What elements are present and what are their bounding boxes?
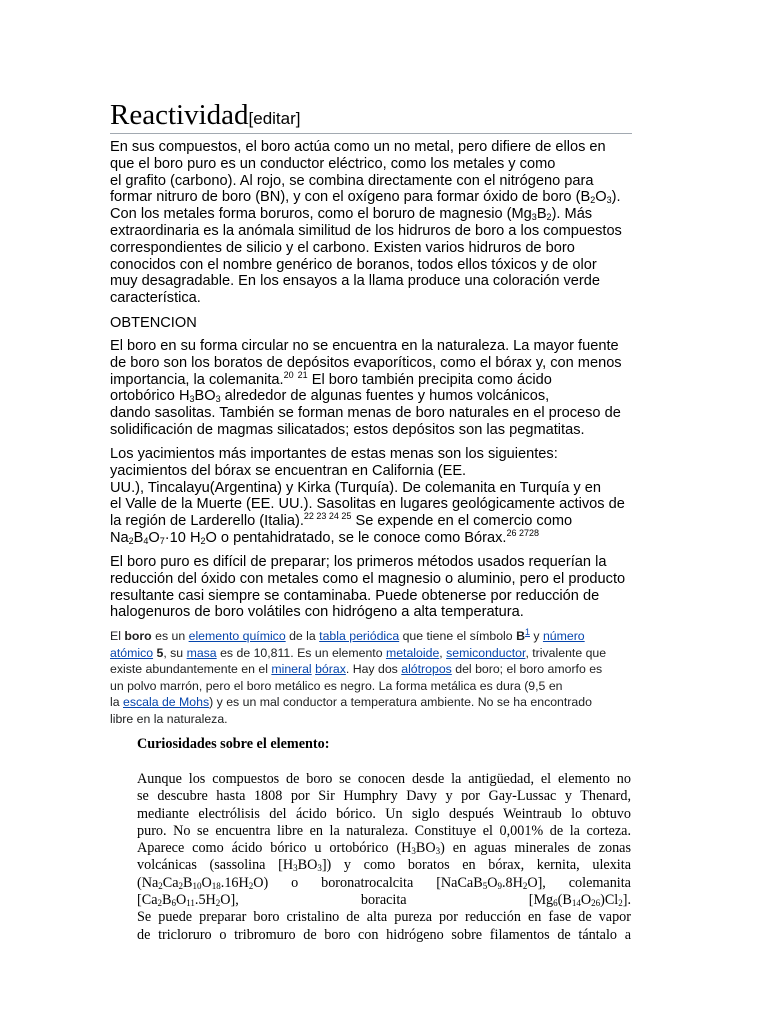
line: Aunque los compuestos de boro se conocen desde la antigüedad, el elemento no bbox=[137, 771, 631, 787]
link-escala-mohs[interactable]: escala de Mohs bbox=[123, 695, 210, 709]
line: extraordinaria es la anómala similitud de los hidruros de boro a los compuestos bbox=[110, 222, 622, 239]
line: se descubre hasta 1808 por Sir Humphry Davy y por Gay-Lussac y Thenard, bbox=[137, 788, 631, 805]
curiosidades-paragraph bbox=[137, 771, 631, 944]
yacimientos-paragraph bbox=[110, 446, 655, 547]
line: el grafito (carbono). Al rojo, se combina directamente con el nitrógeno para bbox=[110, 172, 594, 189]
line: puro. No se encuentra libre en la naturaleza. Constituye el 0,001% de la corteza. bbox=[137, 822, 631, 839]
link-mineral[interactable]: mineral bbox=[271, 662, 312, 676]
line: Aparece como ácido bórico u ortobórico $(H_3BO_3)$ en aguas minerales de zonas bbox=[137, 840, 631, 857]
line: En sus compuestos, el boro actúa como un no metal, pero difiere de ellos en bbox=[110, 139, 606, 155]
line: UU.), Tincalayu(Argentina) y Kirka (Turquía). De colemanita en Turquía y en bbox=[110, 479, 601, 496]
obtencion-heading: OBTENCION bbox=[110, 315, 197, 331]
link-tabla-periodica[interactable]: tabla periódica bbox=[319, 629, 400, 643]
line: característica. bbox=[110, 290, 201, 307]
link-borax[interactable]: bórax bbox=[315, 662, 346, 676]
obtencion-paragraph bbox=[110, 338, 655, 439]
curiosidades-title: Curiosidades sobre el elemento: bbox=[137, 736, 330, 752]
link-numero[interactable]: número bbox=[542, 629, 585, 643]
line: halogenuros de boro volátiles con hidrógeno a alta temperatura. bbox=[110, 604, 524, 621]
line: $(Na_2Ca_2B_{10}O_{18}.16H_2O)$ o boronatrocalcita $[NaCaB_5O_9.8H_2O]$, colemanita bbox=[137, 874, 631, 891]
link-semiconductor[interactable]: semiconductor bbox=[446, 645, 526, 660]
reactividad-paragraph bbox=[110, 139, 655, 307]
wiki-summary: El boro es un elemento químico de la tabla periódica que tiene el símbolo $B^1$ y número atómico 5, su masa es de 10,811. Es un elemento metaloide, semiconductor, trivalente que existe abundantemente en el mineral bórax. Hay dos alótropos del boro; el boro amorfo es un polvo marrón, pero el boro metálico es negro. La forma metálica es dura (9,5 en la escala de Mohs) y es un mal conductor a temperatura ambiente. No se ha encontrado libre en la naturaleza. bbox=[110, 626, 607, 726]
link-elemento-quimico[interactable]: elemento químico bbox=[188, 629, 286, 643]
line: $[Ca_2B_6O_{11}.5H_2O]$, boracita $[Mg_6(B_{14}O_{26})Cl_2]$. bbox=[137, 892, 632, 909]
link-atomico[interactable]: atómico bbox=[110, 645, 154, 660]
line: la región de Larderello (Italia).$^{22 23 24 25}$ Se expende en el comercio como bbox=[110, 511, 573, 530]
line: importancia, la colemanita.$^{20}$ $^{21}$ El boro también precipita como ácido bbox=[110, 369, 552, 388]
line: conocidos con el nombre genérico de boranos, todos ellos tóxicos y de olor bbox=[110, 256, 597, 273]
line: Los yacimientos más importantes de estas menas son los siguientes: bbox=[110, 446, 558, 462]
line: yacimientos del bórax se encuentran en California (EE. bbox=[110, 462, 467, 479]
edit-link[interactable]: [editar] bbox=[248, 109, 301, 128]
line: reducción del óxido con metales como el magnesio o aluminio, pero el producto bbox=[110, 570, 626, 587]
section-heading bbox=[110, 98, 632, 134]
line: El boro puro es difícil de preparar; los primeros métodos usados requerían la bbox=[110, 554, 607, 570]
line: el Valle de la Muerte (EE. UU.). Sasolitas en lugares geológicamente activos de bbox=[110, 496, 625, 513]
ref-link[interactable]: 1 bbox=[524, 626, 530, 637]
line: Se puede preparar boro cristalino de alta pureza por reducción en fase de vapor bbox=[137, 909, 631, 926]
line: muy desagradable. En los ensayos a la llama produce una coloración verde bbox=[110, 273, 600, 290]
line: volcánicas (sassolina $[H_3BO_3]$) y como boratos en bórax, kernita, ulexita bbox=[137, 857, 631, 874]
link-alotropos[interactable]: alótropos bbox=[401, 662, 452, 676]
line: dando sasolitas. También se forman menas de boro naturales en el proceso de bbox=[110, 405, 621, 422]
line: mediante electrólisis del ácido bórico. Un siglo después Weintraub lo obtuvo bbox=[137, 805, 631, 822]
line: correspondientes de silicio y el carbono. Existen varios hidruros de boro bbox=[110, 239, 575, 256]
line: solidificación de magmas silicatados; estos depósitos son las pegmatitas. bbox=[110, 421, 585, 438]
line: ortobórico $H_3BO_3$ alrededor de algunas fuentes y humos volcánicos, bbox=[110, 388, 550, 405]
line: de tricloruro o tribromuro de boro con hidrógeno sobre filamentos de tántalo a bbox=[137, 926, 631, 943]
line: que el boro puro es un conductor eléctrico, como los metales y como bbox=[110, 155, 556, 172]
line: Con los metales forma boruros, como el boruro de magnesio $(Mg_3B_2)$. Más bbox=[110, 206, 593, 223]
link-metaloide[interactable]: metaloide bbox=[385, 645, 440, 660]
line: resultante casi siempre se contaminaba. Puede obtenerse por reducción de bbox=[110, 587, 600, 604]
preparacion-paragraph bbox=[110, 554, 655, 621]
line: de boro son los boratos de depósitos evaporíticos, como el bórax y, con menos bbox=[110, 354, 622, 371]
link-masa[interactable]: masa bbox=[186, 645, 217, 660]
heading-title: Reactividad bbox=[110, 99, 249, 131]
line: $Na_2B_4O_7\cdot 10$ $H_2O$ o pentahidratado, se le conoce como Bórax.$^{26 2728}$ bbox=[110, 528, 540, 546]
line: formar nitruro de boro (BN), y con el oxígeno para formar óxido de boro $(B_2O_3)$. bbox=[110, 189, 621, 206]
line: El boro en su forma circular no se encuentra en la naturaleza. La mayor fuente bbox=[110, 338, 619, 354]
